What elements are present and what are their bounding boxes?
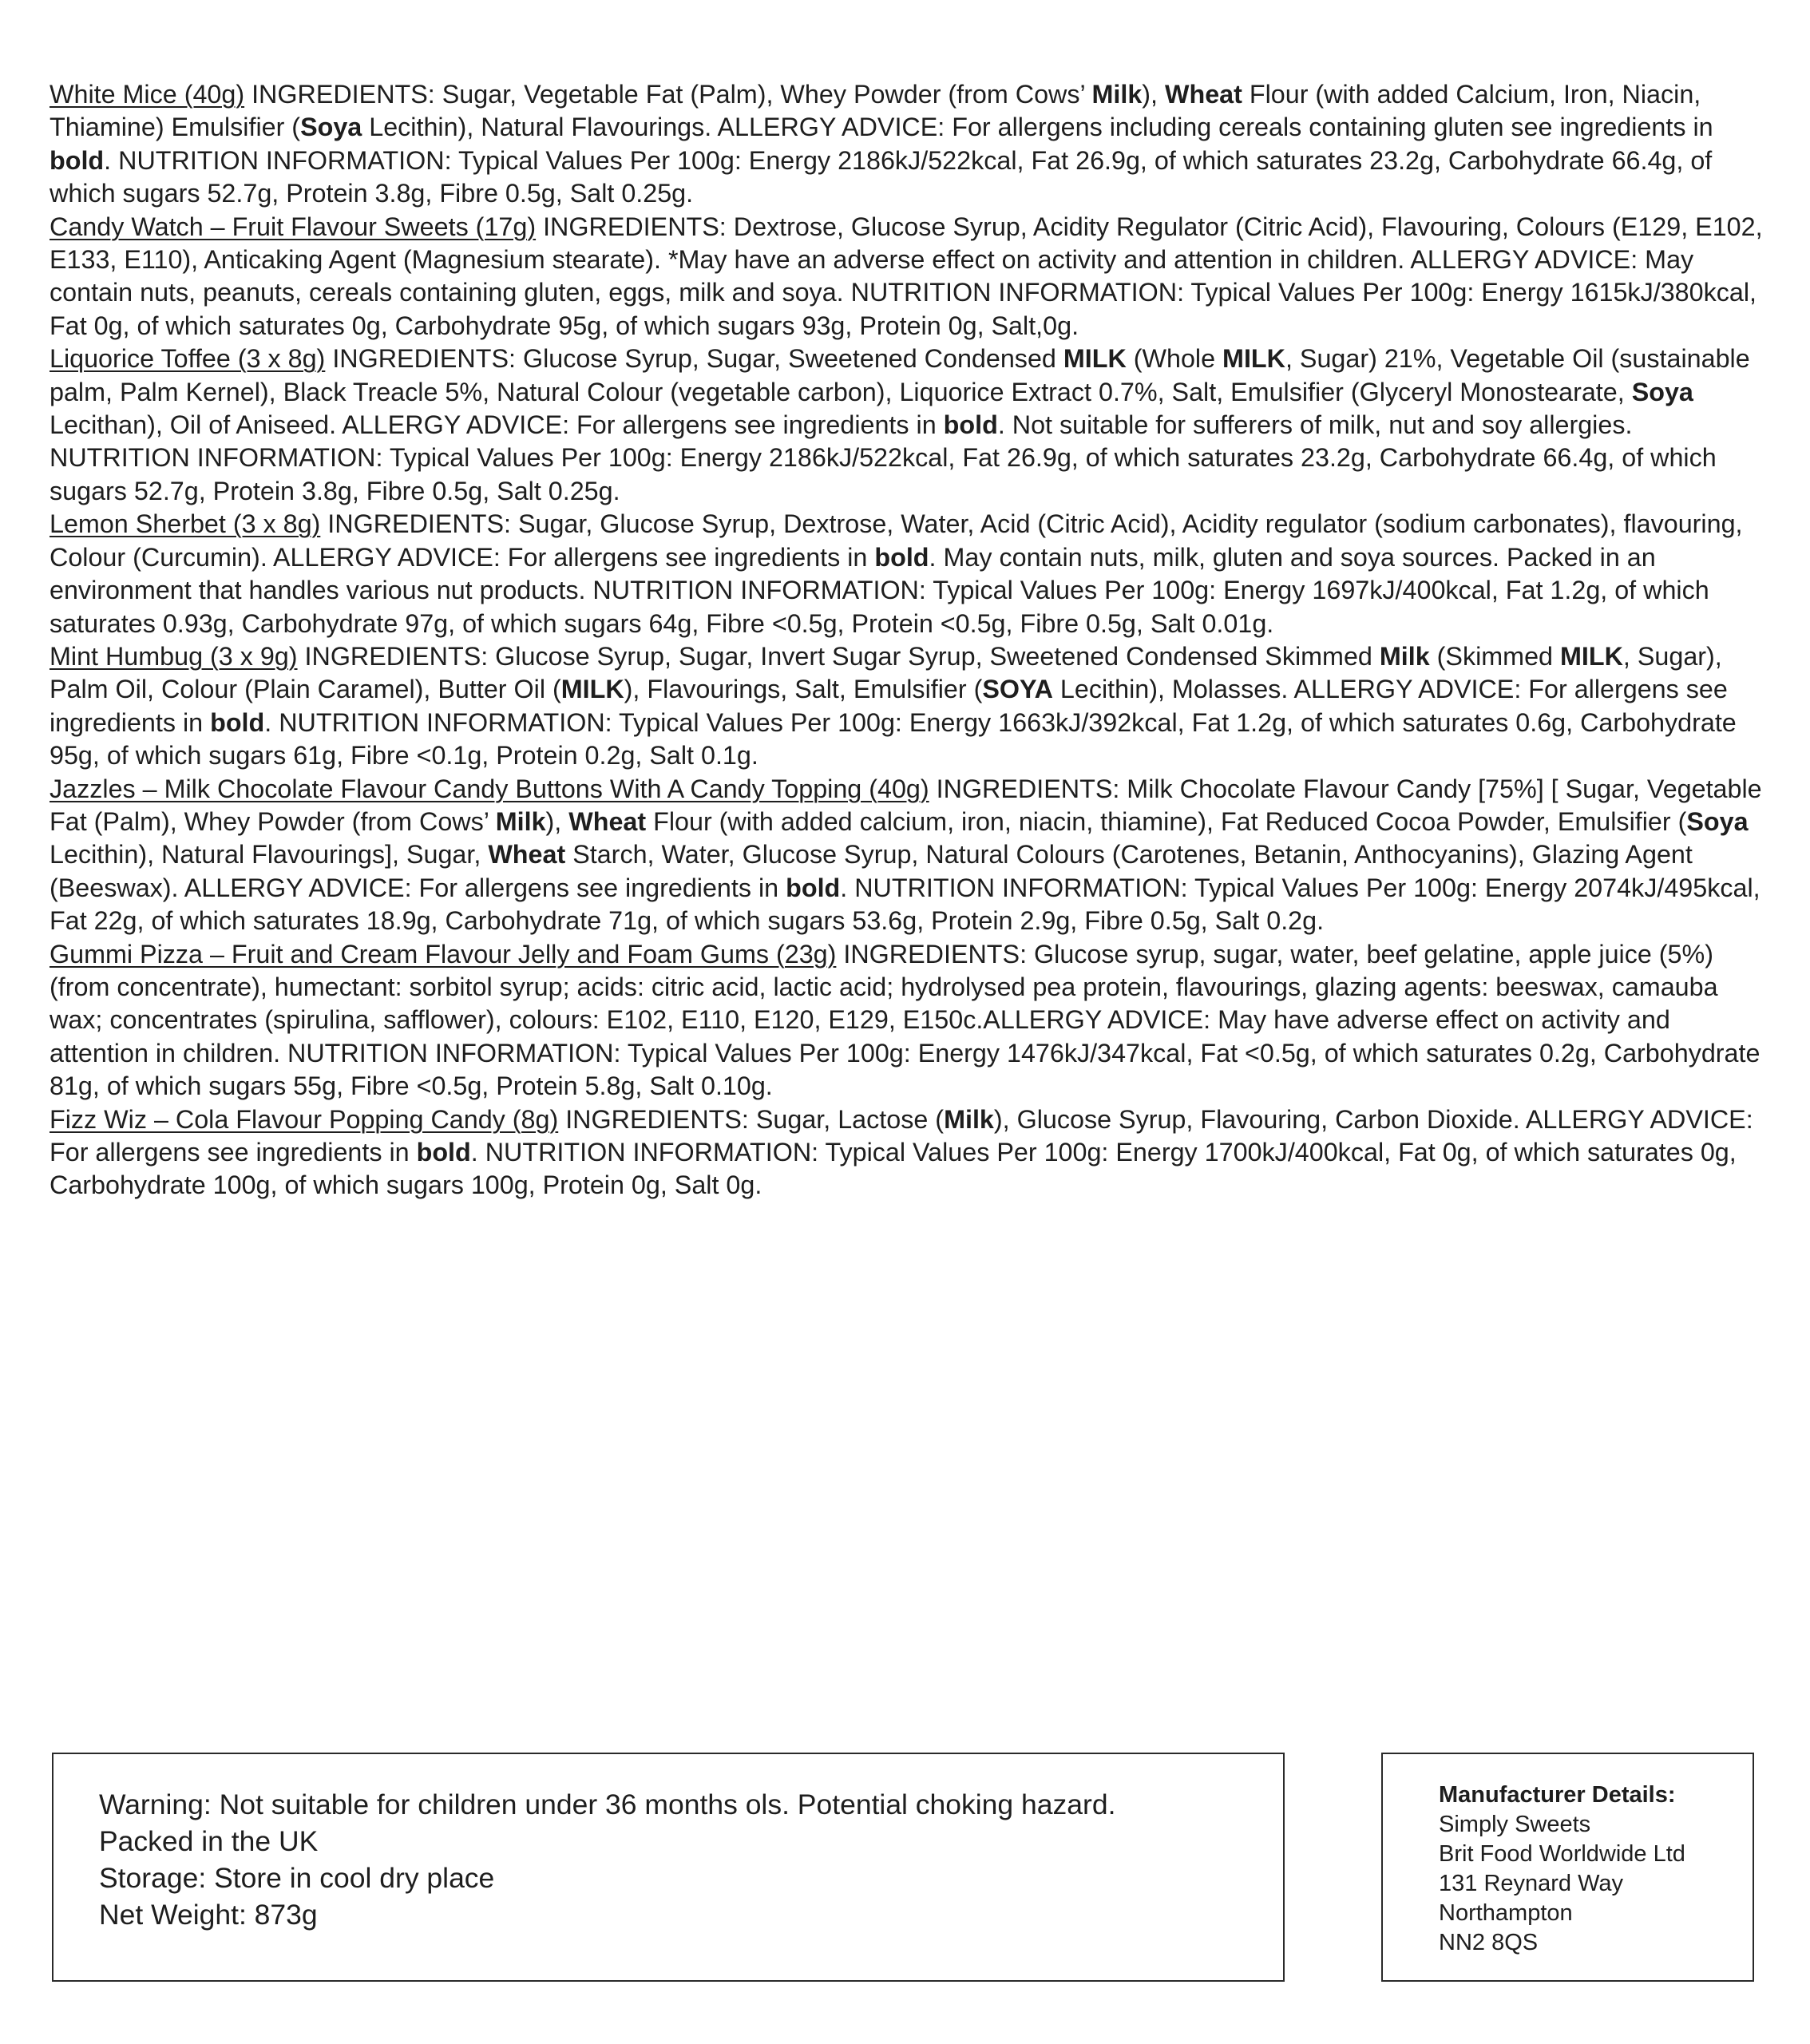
warning-box: [52, 1753, 1285, 1982]
product-text: . NUTRITION INFORMATION: Typical Values Per 100g: Energy 1700kJ/400kcal, Fat 0g, of which saturates 0g, Carbohydrate 100g, of which sugars 100g, Protein 0g, Salt 0g.: [50, 1138, 1737, 1200]
product-entry: [50, 343, 1774, 508]
product-text: . NUTRITION INFORMATION: Typical Values Per 100g: Energy 1663kJ/392kcal, Fat 1.2g, of which saturates 0.6g, Carbohydrate 95g, of which sugars 61g, Fibre <0.1g, Protein 0.2g, Salt 0.1g.: [50, 707, 1737, 770]
product-text: . NUTRITION INFORMATION: Typical Values Per 100g: Energy 2074kJ/495kcal, Fat 22g, of which saturates 18.9g, Carbohydrate 71g, of which sugars 53.6g, Protein 2.9g, Fibre 0.5g, Salt 0.2g.: [50, 873, 1760, 936]
allergen-bold: bold: [874, 542, 929, 572]
allergen-bold: SOYA: [982, 675, 1053, 704]
allergen-bold: Milk: [495, 806, 546, 836]
allergen-bold: MILK: [1222, 344, 1285, 374]
allergen-bold: bold: [50, 145, 105, 175]
product-text: INGREDIENTS: Glucose Syrup, Sugar, Invert Sugar Syrup, Sweetened Condensed Skimmed: [304, 641, 1380, 671]
product-title: Liquorice Toffee (3 x 8g): [50, 344, 326, 374]
product-entry: [50, 1103, 1774, 1202]
storage-instructions: Storage: Store in cool dry place: [99, 1862, 495, 1894]
product-text: INGREDIENTS: Sugar, Glucose Syrup, Dextrose, Water, Acid (Citric Acid), Acidity regulator (sodium carbonates), flavouring, Colour (Curcumin). ALLERGY ADVICE: For allergens see ingredients in: [50, 509, 1743, 572]
product-text: INGREDIENTS: Glucose Syrup, Sugar, Sweetened Condensed: [332, 344, 1063, 374]
allergen-bold: bold: [416, 1138, 471, 1167]
manufacturer-line: Simply Sweets: [1439, 1812, 1591, 1837]
manufacturer-line: Brit Food Worldwide Ltd: [1439, 1841, 1685, 1867]
allergen-bold: bold: [786, 873, 841, 902]
allergen-bold: Milk: [1379, 641, 1430, 671]
manufacturer-box: [1381, 1753, 1754, 1982]
product-text: INGREDIENTS: Dextrose, Glucose Syrup, Acidity Regulator (Citric Acid), Flavouring, Colours (E129, E102, E133, E110), Anticaking Agent (Magnesium stearate). *May have an adverse effect on activity and attention in children. ALLERGY ADVICE: May contain nuts, peanuts, cereals containing gluten, eggs, milk and soya. NUTRITION INFORMATION: Typical Values Per 100g: Energy 1615kJ/380kcal, Fat 0g, of which saturates 0g, Carbohydrate 95g, of which sugars 93g, Protein 0g, Salt,0g.: [50, 212, 1763, 340]
product-entry: [50, 640, 1774, 773]
allergen-bold: Soya: [1631, 377, 1693, 406]
product-text: Lecithin), Molasses. ALLERGY ADVICE: For allergens see ingredients in: [50, 675, 1728, 737]
product-text: (Whole: [1126, 344, 1223, 374]
allergen-bold: Wheat: [1164, 80, 1242, 109]
product-text: ),: [1142, 80, 1165, 109]
product-entry: [50, 508, 1774, 640]
product-text: (Skimmed: [1429, 641, 1560, 671]
product-title: Candy Watch – Fruit Flavour Sweets (17g): [50, 212, 537, 241]
manufacturer-heading: Manufacturer Details:: [1439, 1782, 1676, 1808]
allergen-bold: MILK: [1559, 641, 1623, 671]
product-text: , Sugar), Palm Oil, Colour (Plain Caramel), Butter Oil (: [50, 641, 1722, 704]
packed-in: Packed in the UK: [99, 1825, 319, 1857]
product-text: . May contain nuts, milk, gluten and soya sources. Packed in an environment that handles various nut products. NUTRITION INFORMATION: Typical Values Per 100g: Energy 1697kJ/400kcal, Fat 1.2g, of which saturates 0.93g, Carbohydrate 97g, of which sugars 64g, Fibre <0.5g, Protein <0.5g, Fibre 0.5g, Salt 0.01g.: [50, 542, 1709, 638]
product-text: . NUTRITION INFORMATION: Typical Values Per 100g: Energy 2186kJ/522kcal, Fat 26.9g, of which saturates 23.2g, Carbohydrate 66.4g, of which sugars 52.7g, Protein 3.8g, Fibre 0.5g, Salt 0.25g.: [50, 145, 1713, 208]
product-title: Mint Humbug (3 x 9g): [50, 641, 298, 671]
product-text: INGREDIENTS: Glucose syrup, sugar, water, beef gelatine, apple juice (5%) (from concentrate), humectant: sorbitol syrup; acids: citric acid, lactic acid; hydrolysed pea protein, flavourings, glazing agents: beeswax, camauba wax; concentrates (spirulina, safflower), colours: E102, E110, E120, E129, E150c.ALLERGY ADVICE: May have adverse effect on activity and attention in children. NUTRITION INFORMATION: Typical Values Per 100g: Energy 1476kJ/347kcal, Fat <0.5g, of which saturates 0.2g, Carbohydrate 81g, of which sugars 55g, Fibre <0.5g, Protein 5.8g, Salt 0.10g.: [50, 939, 1760, 1101]
product-entry: [50, 773, 1774, 938]
product-text: INGREDIENTS: Sugar, Vegetable Fat (Palm), Whey Powder (from Cows’: [251, 80, 1092, 109]
product-text: INGREDIENTS: Milk Chocolate Flavour Candy [75%] [ Sugar, Vegetable Fat (Palm), Whey Powder (from Cows’: [50, 774, 1762, 836]
product-text: Lecithin), Natural Flavourings. ALLERGY ADVICE: For allergens including cereals containing gluten see ingredients in: [362, 113, 1713, 142]
product-text: . Not suitable for sufferers of milk, nut and soy allergies. NUTRITION INFORMATION: Typical Values Per 100g: Energy 2186kJ/522kcal, Fat 26.9g, of which saturates 23.2g, Carbohydrate 66.4g, of which sugars 52.7g, Protein 3.8g, Fibre 0.5g, Salt 0.25g.: [50, 410, 1717, 505]
product-entry: [50, 938, 1774, 1103]
allergen-bold: bold: [943, 410, 998, 440]
allergen-bold: MILK: [1063, 344, 1127, 374]
product-entry: [50, 211, 1774, 343]
product-title: Lemon Sherbet (3 x 8g): [50, 509, 321, 539]
allergen-bold: Milk: [1091, 80, 1143, 109]
ingredients-section: [50, 78, 1774, 1202]
allergen-bold: Soya: [300, 113, 362, 142]
product-entry: [50, 78, 1774, 211]
allergen-bold: bold: [210, 707, 265, 737]
product-title: Gummi Pizza – Fruit and Cream Flavour Jelly and Foam Gums (23g): [50, 939, 837, 969]
product-text: INGREDIENTS: Sugar, Lactose (: [565, 1104, 945, 1134]
allergen-bold: MILK: [560, 675, 624, 704]
product-text: ), Glucose Syrup, Flavouring, Carbon Dioxide. ALLERGY ADVICE: For allergens see ingredients in: [50, 1104, 1753, 1167]
allergen-bold: Wheat: [568, 806, 647, 836]
product-text: Flour (with added Calcium, Iron, Niacin, Thiamine) Emulsifier (: [50, 80, 1701, 142]
product-text: Starch, Water, Glucose Syrup, Natural Colours (Carotenes, Betanin, Anthocyanins), Glazing Agent (Beeswax). ALLERGY ADVICE: For allergens see ingredients in: [50, 840, 1693, 902]
product-text: Lecithan), Oil of Aniseed. ALLERGY ADVICE: For allergens see ingredients in: [50, 410, 944, 440]
product-title: White Mice (40g): [50, 80, 245, 109]
allergen-bold: Soya: [1686, 806, 1749, 836]
manufacturer-line: Northampton: [1439, 1900, 1573, 1926]
product-title: Jazzles – Milk Chocolate Flavour Candy Buttons With A Candy Topping (40g): [50, 774, 929, 803]
net-weight: Net Weight: 873g: [99, 1899, 318, 1931]
choking-warning: Warning: Not suitable for children under 36 months ols. Potential choking hazard.: [99, 1788, 1116, 1820]
product-text: Lecithin), Natural Flavourings], Sugar,: [50, 840, 489, 869]
manufacturer-line: NN2 8QS: [1439, 1930, 1539, 1955]
product-title: Fizz Wiz – Cola Flavour Popping Candy (8g): [50, 1104, 559, 1134]
product-text: , Sugar) 21%, Vegetable Oil (sustainable palm, Palm Kernel), Black Treacle 5%, Natural Colour (vegetable carbon), Liquorice Extract 0.7%, Salt, Emulsifier (Glyceryl Monostearate,: [50, 344, 1750, 406]
allergen-bold: Wheat: [488, 840, 566, 869]
product-text: Flour (with added calcium, iron, niacin, thiamine), Fat Reduced Cocoa Powder, Emulsifier (: [646, 806, 1687, 836]
allergen-bold: Milk: [944, 1104, 994, 1134]
product-text: ),: [545, 806, 569, 836]
manufacturer-line: 131 Reynard Way: [1439, 1871, 1624, 1896]
product-text: ), Flavourings, Salt, Emulsifier (: [624, 675, 983, 704]
